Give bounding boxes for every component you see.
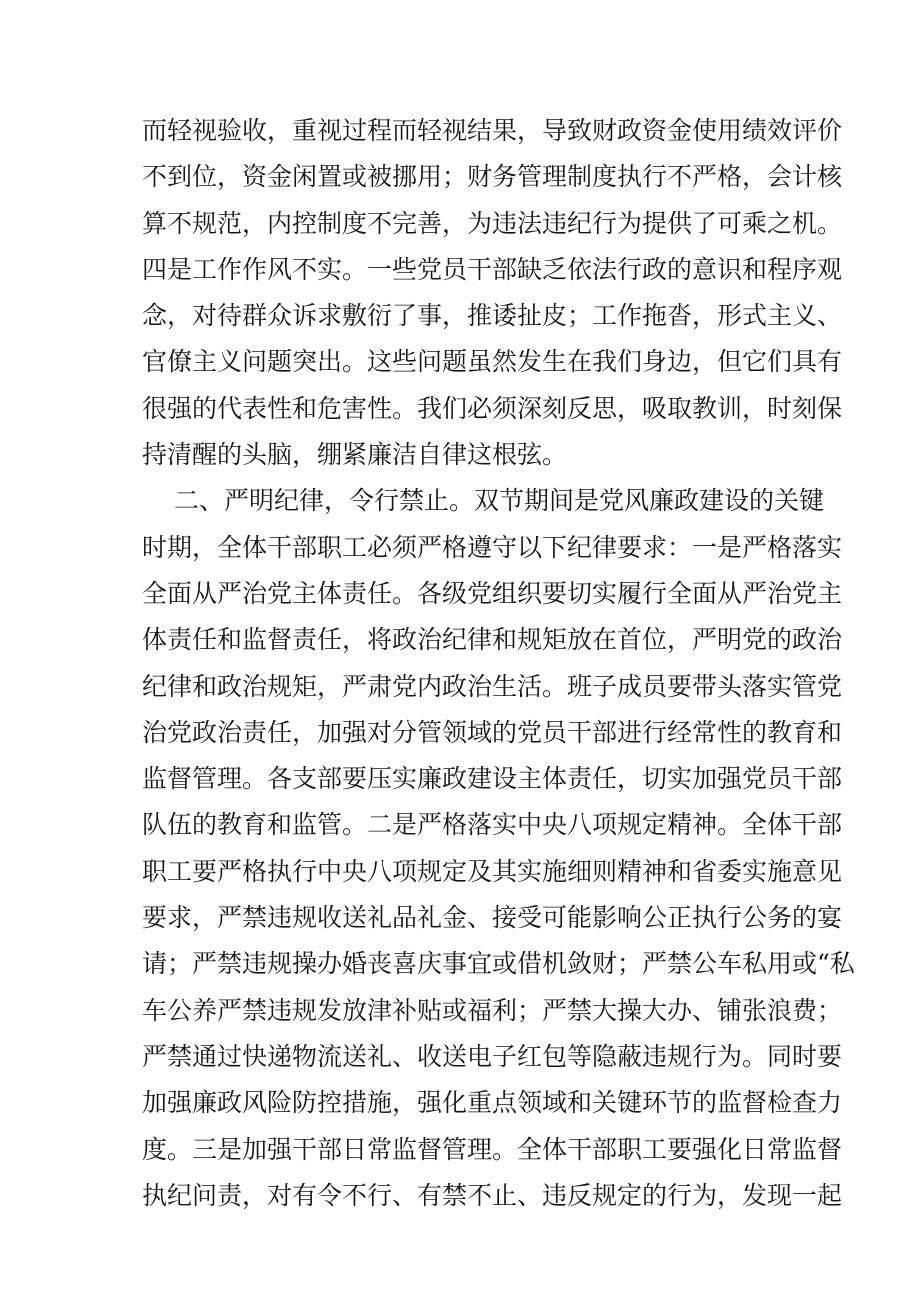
text-line: 度。三是加强干部日常监督管理。全体干部职工要强化日常监督 [142, 1134, 843, 1164]
text-line: 职工要严格执行中央八项规定及其实施细则精神和省委实施意见 [142, 856, 843, 886]
text-line: 不到位，资金闲置或被挪用；财务管理制度执行不严格，会计核 [142, 162, 843, 192]
text-line: 时期，全体干部职工必须严格遵守以下纪律要求：一是严格落实 [142, 532, 843, 562]
text-line: 算不规范，内控制度不完善，为违法违纪行为提供了可乘之机。 [142, 208, 843, 238]
text-line: 四是工作作风不实。一些党员干部缺乏依法行政的意识和程序观 [142, 254, 843, 284]
paragraph-last-line: 持清醒的头脑，绷紧廉洁自律这根弦。 [142, 440, 568, 470]
text-line: 请；严禁违规操办婚丧喜庆事宜或借机敛财；严禁公车私用或“私 [142, 949, 855, 979]
text-line: 很强的代表性和危害性。我们必须深刻反思，吸取教训，时刻保 [142, 393, 843, 423]
text-line: 严禁通过快递物流送礼、收送电子红包等隐蔽违规行为。同时要 [142, 1041, 843, 1071]
text-line: 纪律和政治规矩，严肃党内政治生活。班子成员要带头落实管党 [142, 671, 843, 701]
text-line: 官僚主义问题突出。这些问题虽然发生在我们身边，但它们具有 [142, 347, 843, 377]
text-line: 体责任和监督责任，将政治纪律和规矩放在首位，严明党的政治 [142, 625, 843, 655]
text-line: 要求，严禁违规收送礼品礼金、接受可能影响公正执行公务的宴 [142, 903, 843, 933]
text-line: 监督管理。各支部要压实廉政建设主体责任，切实加强党员干部 [142, 764, 843, 794]
text-line: 念，对待群众诉求敷衍了事，推诿扯皮；工作拖沓，形式主义、 [142, 301, 843, 331]
text-line: 队伍的教育和监管。二是严格落实中央八项规定精神。全体干部 [142, 810, 843, 840]
text-line: 车公养严禁违规发放津补贴或福利；严禁大操大办、铺张浪费； [142, 995, 843, 1025]
paragraph-first-line: 二、严明纪律，令行禁止。双节期间是党风廉政建设的关键 [174, 486, 825, 516]
text-line: 执纪问责，对有令不行、有禁不止、违反规定的行为，发现一起 [142, 1180, 843, 1210]
text-line: 加强廉政风险防控措施，强化重点领域和关键环节的监督检查力 [142, 1088, 843, 1118]
text-line: 全面从严治党主体责任。各级党组织要切实履行全面从严治党主 [142, 578, 843, 608]
text-line: 而轻视验收，重视过程而轻视结果，导致财政资金使用绩效评价 [142, 116, 843, 145]
text-line: 治党政治责任，加强对分管领域的党员干部进行经常性的教育和 [142, 717, 843, 747]
body-text [142, 108, 855, 1219]
